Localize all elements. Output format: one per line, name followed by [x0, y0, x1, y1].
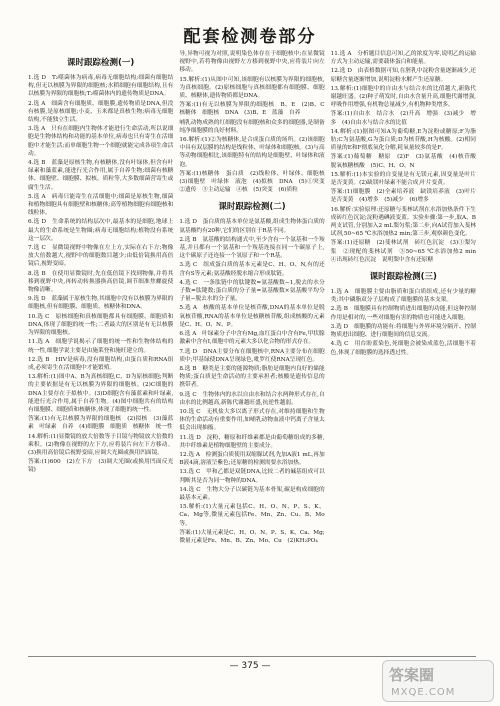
answer-paragraph: 12.选 D 由表格数据可知,在胚乳中淀粉含量逐渐减少,还原糖含量逐渐增加,说明淀粉水解产生还原糖。 — [330, 68, 476, 83]
answer-paragraph: 3.选 C 组成蛋白质的基本元素是C、H、O、N,有的还含有S等元素;氨基酸经脱水缩合形成肽链。 — [179, 262, 325, 277]
answer-paragraph: 答案:(1)核糖体 蛋白质 (2)线粒体、叶绿体、细胞核 (3)细胞壁 叶绿体 液泡 (4)拟核 DNA (5)①突变 ②遗传 ③主动运输 ④核 (5)突变 (6)质粒 — [179, 170, 331, 194]
section-heading: 课时跟踪检测(一) — [67, 58, 135, 68]
answer-paragraph: 14.解析:(1)据图可知A为葡萄糖,E为淀粉或糖原;F为脂肪;C为氨基酸,G为蛋白质;D为核苷酸,H为核酸。(2)相同质量的E和F彻底氧化分解,耗氧量较多的是F。 — [330, 128, 476, 152]
watermark-logo — [382, 660, 494, 702]
answer-paragraph: 10.选 C 原核细胞和真核细胞都具有细胞膜、细胞质和DNA,体现了细胞的统一性;二者最大的区别是有无以核膜为界限的细胞核。 — [28, 313, 174, 337]
answer-paragraph: 2.选 A 细菌含有细胞质、细胞膜,遗传物质是DNA,但没有核膜,是原核细胞;小麦、玉米都是真核生物;病毒无细胞结构,不能独立生活。 — [28, 100, 174, 124]
answer-paragraph: 13.解析:(1)细胞中的自由水与结合水的比值越大,新陈代谢越旺盛。(2)种子萌发时,自由水含量升高,细胞代谢增强,呼吸作用增强,有机物总量减少,有机物种类增多。 — [330, 85, 476, 109]
answer-paragraph: 9.选 C 生物体内的水以自由水和结合水两种形式存在,自由水的比例越高,新陈代谢越旺盛,抗逆性越弱。 — [179, 391, 325, 406]
column-3 — [330, 50, 482, 642]
answer-paragraph: 3.选 D 细胞膜的功能有:将细胞与外界环境分隔开、控制物质进出细胞、进行细胞间的信息交流。 — [330, 323, 476, 339]
page-number: — 375 — — [229, 661, 271, 671]
answer-paragraph: 哺乳动物成熟的红细胞没有细胞核和众多的细胞器,是制备纯净细胞膜的良好材料。 — [179, 119, 325, 134]
answer-paragraph: 10.选 C 无机盐大多以离子形式存在,对维持细胞和生物体的生命活动有重要作用,如哺乳动物血液中钙离子含量太低会出现抽搐。 — [179, 408, 325, 432]
answer-paragraph: 4.选 C 一条肽链中的肽键数=氨基酸数−1,脱去的水分子数=肽键数;蛋白质的分子量=氨基酸数×氨基酸平均分子量−脱去水的分子量。 — [179, 279, 325, 303]
answer-paragraph: 6.选 D 生命系统的结构层次中,最基本的是细胞,地球上最大的生命系统是生物圈;病毒无细胞结构;植物没有系统这一层次。 — [28, 219, 174, 242]
answer-paragraph: 导,异物可视为对照,说明染色体存在于细胞核中;在显微镜视野中,若将物像由视野左方移到视野中央,应将装片向左移动。 — [179, 51, 325, 74]
answer-paragraph: 11.选 A 分析题目信息可知,乙的浓度为零,说明乙的运输方式为主动运输,需要载体蛋白和能量。 — [330, 51, 476, 66]
answer-paragraph: 答案:(1)大量元素是C、H、O、N、P、S、K、Ca、Mg;微量元素是Fe、Mn、B、Zn、Mo、Cu (2)KH₂PO₄ — [179, 529, 325, 544]
answer-paragraph: 11.选 D 淀粉、糖原和纤维素都是由葡萄糖组成的多糖,其中纤维素是植物细胞壁的主要成分。 — [179, 434, 325, 449]
watermark-url: MXQE.COM — [391, 687, 456, 698]
answer-paragraph: 11.选 A 细胞学说揭示了细胞的统一性和生物体结构的统一性,细胞学说主要是由施莱登和施旺建立的。 — [28, 339, 174, 354]
answer-paragraph: 15.解析:(1)大量元素包括C、H、O、N、P、S、K、Ca、Mg等,微量元素包括Fe、Mn、Zn、Cu、B、Mo等。 — [179, 504, 325, 527]
answer-paragraph: 16.解析:(1)②为核糖体,是合成蛋白质的场所。(2)该细胞中具有双层膜的结构是线粒体、叶绿体和细胞核。(3)与高等动物细胞相比,该细胞特有的结构是细胞壁、叶绿体和液泡。 — [179, 137, 325, 168]
answer-paragraph: 13.选 C 甲和乙都是双链DNA,比较二者的碱基组成可以判断其是否为同一物种的DNA。 — [179, 469, 325, 484]
answer-paragraph: 1.选 D T₂噬菌体为病毒,病毒无细胞结构;细菌有细胞结构,但无以核膜为界限的细胞核;水稻细胞有细胞结构,且有以核膜为界限的细胞核;T₂噬菌体内的遗传物质是DNA。 — [28, 75, 174, 98]
watermark-text: 答案圈 — [389, 666, 435, 684]
section-heading: 课时跟踪检测(二) — [218, 202, 286, 213]
answer-paragraph: 答案:(1)葡萄糖 糖原 (2)F (3)氨基酸 (4)核苷酸 脱氧核糖核酸 (5)C、H、O、N — [330, 154, 482, 169]
answer-paragraph: 12.选 B HIV是病毒,没有细胞结构,由蛋白质和RNA组成,必须寄生在活细胞中才能繁殖。 — [28, 356, 174, 371]
answer-paragraph: 2.选 B 细胞膜具有控制物质进出细胞的功能,但这种控制作用是相对的,一些对细胞有害的物质也可能进入细胞。 — [330, 306, 476, 321]
answer-paragraph: 答案:(1)600 (2)左下方 (3)调大光圈(或换用凹面反光镜) — [28, 459, 174, 474]
answer-paragraph: 1.选 A 细胞膜主要由脂质和蛋白质组成,还有少量的糖类;其中磷脂双分子层构成了细胞膜的基本支架。 — [330, 289, 476, 304]
answer-paragraph: 4.选 B 蓝藻是原核生物,有核糖体,没有叶绿体,但含有叶绿素和藻蓝素,能进行光合作用,属于自养生物;细菌有核糖体、细胞壁、细胞膜、拟核、质粒等,大多数细菌营寄生或腐生生活。 — [28, 160, 174, 191]
section-heading: 课时跟踪检测(三) — [369, 272, 437, 283]
answer-paragraph: 9.选 D 蓝藻属于原核生物,其细胞中没有以核膜为界限的细胞核,但有细胞膜、细胞质、核糖体和DNA。 — [28, 296, 174, 311]
answer-paragraph: 答案:(1)有无以核膜为界限的细胞核 (2)拟核 (3)藻蓝素 叶绿素 自养 (4)细胞膜 细胞质 核糖体 统一性 — [28, 416, 174, 431]
answer-paragraph: 6.选 A 叶绿素分子中含有Mg,血红蛋白中含有Fe,甲状腺激素中含有I,细胞中的元素大多以化合物的形式存在。 — [179, 331, 325, 346]
answer-paragraph: 2.选 B 氨基酸的结构通式中,至少含有一个氨基和一个羧基,并且都有一个氨基和一个羧基连接在同一个碳原子上,这个碳原子还连接一个氢原子和一个R基。 — [179, 236, 325, 260]
answer-paragraph: 答案:(1)自由水 结合水 (2)升高 增强 (3)减少 增多 (4)自由水与结合水的比值 — [330, 111, 476, 126]
answer-paragraph: 5.选 A 核酸的基本单位是核苷酸,DNA的基本单位是脱氧核苷酸,RNA的基本单位是核糖核苷酸,组成核酸的元素是C、H、O、N、P。 — [179, 305, 325, 328]
answer-paragraph: 4.选 C 用台盼蓝染色,死细胞会被染成蓝色,活细胞不着色,体现了细胞膜的选择透过性。 — [330, 341, 476, 356]
answer-paragraph: 答案:(1)细胞膜 (2)全素培养液 缺镁培养液 (3)叶片是否变黄 (4)增多 (5)减少 (6)增多 — [330, 189, 476, 204]
answer-paragraph: 7.选 D DNA主要分布在细胞核中,RNA主要分布在细胞质中;甲基绿使DNA呈现绿色,吡罗红使RNA呈现红色。 — [179, 348, 325, 363]
column-2 — [179, 50, 331, 642]
answer-paragraph: 答案:(1)还原糖 (2)斐林试剂 砖红色沉淀 (3)①梨匀浆 ②现配的斐林试剂 ③50~65 ℃水浴加热2 min ④出现砖红色沉淀 说明梨中含有还原糖 — [330, 240, 482, 263]
answer-paragraph: 1.选 D 蛋白质的基本单位是氨基酸,组成生物体蛋白质的氨基酸约有20种,它们的区别在于R基不同。 — [179, 219, 325, 234]
answer-paragraph: 7.选 C 显微镜视野中物像在左上方,实际在右下方;物像放大倍数越大,视野中的细胞数目越少;由低倍镜换用高倍镜后,视野变暗。 — [28, 245, 174, 268]
answer-paragraph: 13.解析:(1)图中A、B为真核细胞,C、D为原核细胞;判断的主要依据是有无以核膜为界限的细胞核。(2)C细胞的DNA主要存在于拟核中。(3)D细胞含有藻蓝素和叶绿素,能进行光合作用,属于自养生物。(4)图中细胞共有的结构有细胞膜、细胞质和核糖体,体现了细胞的统一性。 — [28, 374, 174, 413]
answer-paragraph: 8.选 B 糖类是主要的能源物质;脂肪是细胞内良好的储能物质;蛋白质是生命活动的主要承担者;核酸是遗传信息的携带者。 — [179, 365, 325, 389]
answer-paragraph: 15.解析:(1)从图中可知,该细胞有以核膜为界限的细胞核,为真核细胞。(2)原核细胞与真核细胞都有细胞膜、细胞质、核糖体,遗传物质都是DNA。 — [179, 76, 325, 100]
column-1 — [28, 50, 173, 642]
answer-paragraph: 5.选 A 病毒只能寄生在活细胞中;细菌是原核生物,细菌和植物细胞具有细胞壁和核糖体;高等植物细胞有细胞核和线粒体。 — [28, 193, 174, 217]
answer-paragraph: 14.解析:(1)显微镜的放大倍数等于目镜与物镜放大倍数的乘积。(2)物像在视野的左下方,应将装片向左下方移动。(3)换用高倍镜后视野变暗,应调大光圈或换用凹面镜。 — [28, 433, 174, 456]
answer-paragraph: 3.选 A 只有在细胞内生物体才能进行生命活动,所以说细胞是生物体结构和功能的基本单位,病毒也只有寄生在活细胞中才能生活;而单细胞生物一个细胞就能完成各项生命活动。 — [28, 126, 174, 157]
answer-paragraph: 14.选 C 生物大分子以碳链为基本骨架,碳是构成细胞的最基本元素。 — [179, 486, 325, 501]
page-title: 配套检测卷部分 — [183, 27, 317, 47]
answer-paragraph: 答案:(1)有无以核膜为界限的细胞核 B、E (2)B、C 核糖体 细胞核 DNA (3)B、E 蓝藻 自养 — [179, 102, 331, 117]
answer-paragraph: 8.选 B 在使用显微镜时,先在低倍镜下找到物像,并将其移到视野中央,再转动转换器换高倍镜,调节细准焦螺旋使物像清晰。 — [28, 270, 174, 294]
answer-paragraph: 15.解析:(1)本实验的自变量是有无镁元素,因变量是叶片是否变黄。(2)缺镁叶绿素不能合成,叶片变黄。 — [330, 171, 476, 187]
answer-paragraph: 12.选 A 检测蛋白质使用双缩脲试剂,先加A液1 mL,再加B液4滴,溶液呈紫色;还原糖的检测需要水浴加热。 — [179, 451, 325, 467]
answer-columns — [28, 50, 482, 642]
answer-paragraph: 16.解析:实验原理:还原糖与斐林试剂在水浴加热条件下生成砖红色沉淀;淀粉遇碘液变蓝。实验步骤:第一步,取A、B两支试管,分别加入2 mL梨匀浆;第二步,向A试管加入斐林试剂,50~65 ℃水浴加热2 min;第三步,观察颜色变化。 — [330, 206, 476, 238]
footer-rule — [28, 656, 476, 657]
